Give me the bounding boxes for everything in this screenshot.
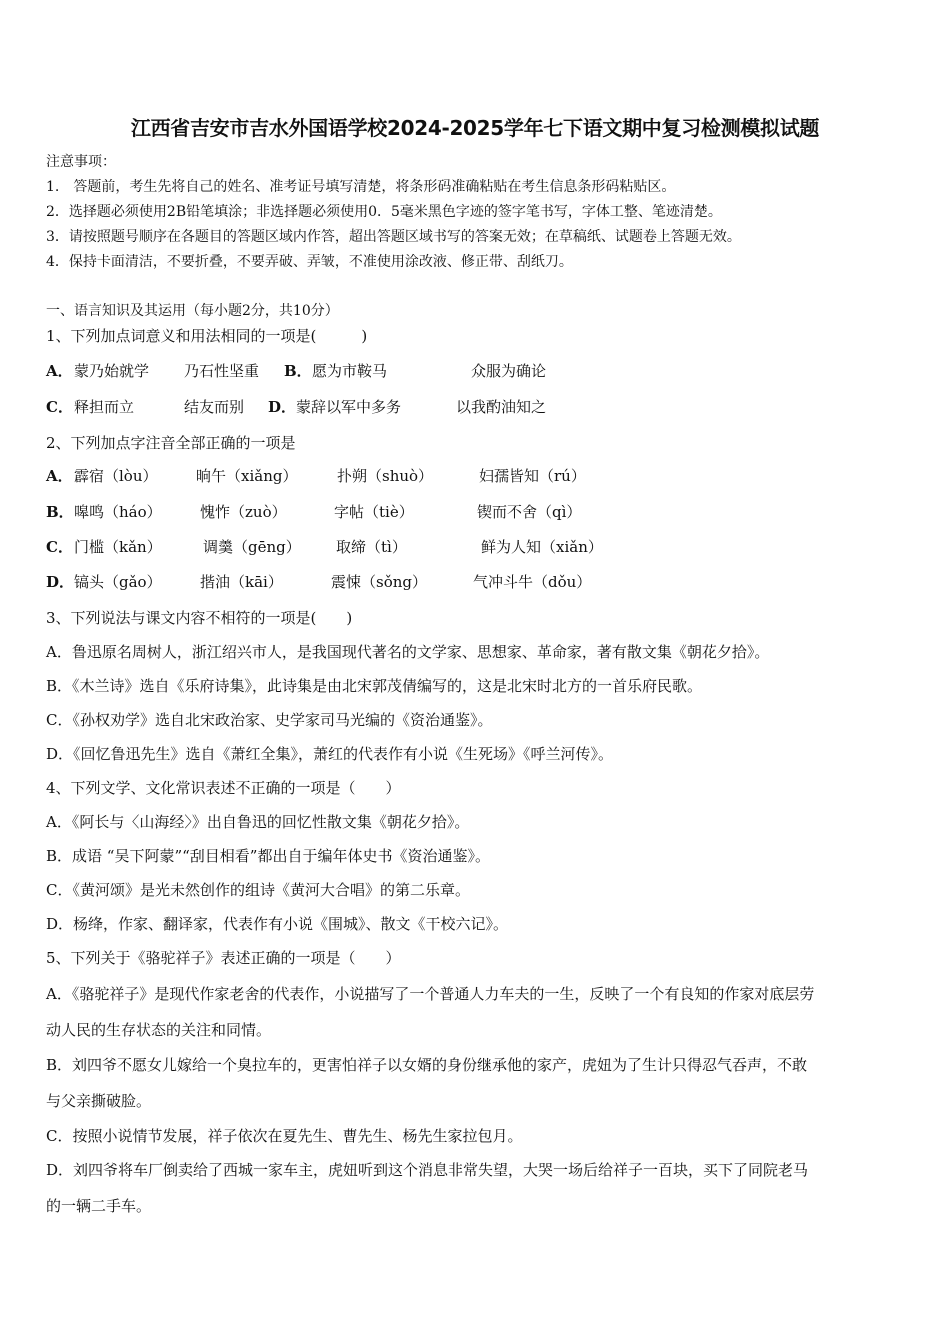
q5-option-line: 的一辆二手车。 [46, 1197, 152, 1215]
notice-heading: 注意事项： [46, 154, 116, 170]
notice-item: 2．选择题必须使用2B铅笔填涂；非选择题必须使用0．5毫米黑色字迹的签字笔书写，字体工整、笔迹清楚。 [46, 204, 722, 220]
q2-option-label: D． [46, 573, 75, 591]
q1-option-b-item: 愿为市鞍马 [312, 362, 388, 380]
q2-pinyin-item: 锲而不舍（qì） [477, 503, 582, 521]
q1-option-c-label: C． [46, 398, 73, 416]
question-4-stem: 4、下列文学、文化常识表述不正确的一项是（ ） [46, 779, 401, 797]
q2-pinyin-item: 揩油（kāi） [200, 573, 283, 591]
q2-pinyin-item: 字帖（tiè） [334, 503, 414, 521]
q4-option: D．杨绛，作家、翻译家，代表作有小说《围城》、散文《干校六记》。 [46, 915, 509, 933]
q2-pinyin-item: 妇孺皆知（rú） [479, 467, 586, 485]
q2-option-label: C． [46, 538, 73, 556]
q2-option-label: A． [46, 467, 73, 485]
q4-option: B．成语 “吴下阿蒙”“刮目相看”都出自于编年体史书《资治通鉴》。 [46, 847, 490, 865]
q1-option-a-label: A． [46, 362, 73, 380]
q2-pinyin-item: 愧怍（zuò） [200, 503, 287, 521]
q2-pinyin-item: 震悚（sǒng） [331, 573, 427, 591]
q3-option: C．《孙权劝学》选自北宋政治家、史学家司马光编的《资治通鉴》。 [46, 711, 493, 729]
q2-pinyin-item: 镐头（gǎo） [74, 573, 162, 591]
q2-pinyin-item: 嗥鸣（háo） [74, 503, 162, 521]
q2-pinyin-item: 霹宿（lòu） [74, 467, 158, 485]
q4-option: C．《黄河颂》是光未然创作的组诗《黄河大合唱》的第二乐章。 [46, 881, 470, 899]
q1-option-b-item: 众服为确论 [471, 362, 547, 380]
question-5-stem: 5、下列关于《骆驼祥子》表述正确的一项是（ ） [46, 949, 401, 967]
question-3-stem: 3、下列说法与课文内容不相符的一项是( ) [46, 609, 353, 627]
notice-item: 4．保持卡面清洁，不要折叠，不要弄破、弄皱，不准使用涂改液、修正带、刮纸刀。 [46, 254, 573, 270]
q2-option-label: B． [46, 503, 74, 521]
q3-option: A．鲁迅原名周树人，浙江绍兴市人，是我国现代著名的文学家、思想家、革命家，著有散文集《朝花夕拾》。 [46, 643, 770, 661]
q1-option-b-label: B． [284, 362, 312, 380]
q5-option-line: 动人民的生存状态的关注和同情。 [46, 1021, 272, 1039]
q5-option-line: C．按照小说情节发展，祥子依次在夏先生、曹先生、杨先生家拉包月。 [46, 1127, 523, 1145]
q1-option-c-item: 释担而立 [74, 398, 135, 416]
q5-option-line: 与父亲撕破脸。 [46, 1092, 152, 1110]
q2-pinyin-item: 气冲斗牛（dǒu） [473, 573, 592, 591]
q5-option-line: D．刘四爷将车厂倒卖给了西城一家车主，虎妞听到这个消息非常失望，大哭一场后给祥子一百块，买下了同院老马 [46, 1161, 809, 1179]
q1-option-d-item: 以我酌油知之 [456, 398, 547, 416]
q2-pinyin-item: 调羹（gēng） [203, 538, 301, 556]
q2-pinyin-item: 鲜为人知（xiǎn） [481, 538, 603, 556]
q5-option-line: A．《骆驼祥子》是现代作家老舍的代表作，小说描写了一个普通人力车夫的一生，反映了一个有良知的作家对底层劳 [46, 985, 815, 1003]
question-2-stem: 2、下列加点字注音全部正确的一项是 [46, 434, 296, 452]
q2-pinyin-item: 取缔（tì） [336, 538, 407, 556]
q3-option: D．《回忆鲁迅先生》选自《萧红全集》，萧红的代表作有小说《生死场》《呼兰河传》。 [46, 745, 614, 763]
section-heading: 一、语言知识及其运用（每小题2分，共10分） [46, 303, 339, 319]
notice-item: 3．请按照题号顺序在各题目的答题区域内作答，超出答题区域书写的答案无效；在草稿纸、试题卷上答题无效。 [46, 229, 741, 245]
q2-pinyin-item: 晌午（xiǎng） [196, 467, 298, 485]
q1-option-d-item: 蒙辞以军中多务 [296, 398, 402, 416]
q3-option: B．《木兰诗》选自《乐府诗集》，此诗集是由北宋郭茂倩编写的，这是北宋时北方的一首乐府民歌。 [46, 677, 703, 695]
q1-option-c-item: 结友而别 [184, 398, 245, 416]
q5-option-line: B．刘四爷不愿女儿嫁给一个臭拉车的，更害怕祥子以女婿的身份继承他的家产，虎妞为了生计只得忍气吞声，不敢 [46, 1056, 808, 1074]
notice-item: 1. 答题前，考生先将自己的姓名、准考证号填写清楚，将条形码准确粘贴在考生信息条形码粘贴区。 [46, 179, 676, 195]
question-1-stem: 1、下列加点词意义和用法相同的一项是( ) [46, 327, 368, 345]
exam-title: 江西省吉安市吉水外国语学校2024-2025学年七下语文期中复习检测模拟试题 [130, 116, 820, 140]
q2-pinyin-item: 扑朔（shuò） [337, 467, 434, 485]
q1-option-a-item: 蒙乃始就学 [74, 362, 150, 380]
q2-pinyin-item: 门槛（kǎn） [74, 538, 162, 556]
q1-option-d-label: D． [268, 398, 297, 416]
q4-option: A．《阿长与〈山海经〉》出自鲁迅的回忆性散文集《朝花夕拾》。 [46, 813, 470, 831]
q1-option-a-item: 乃石性坚重 [184, 362, 260, 380]
